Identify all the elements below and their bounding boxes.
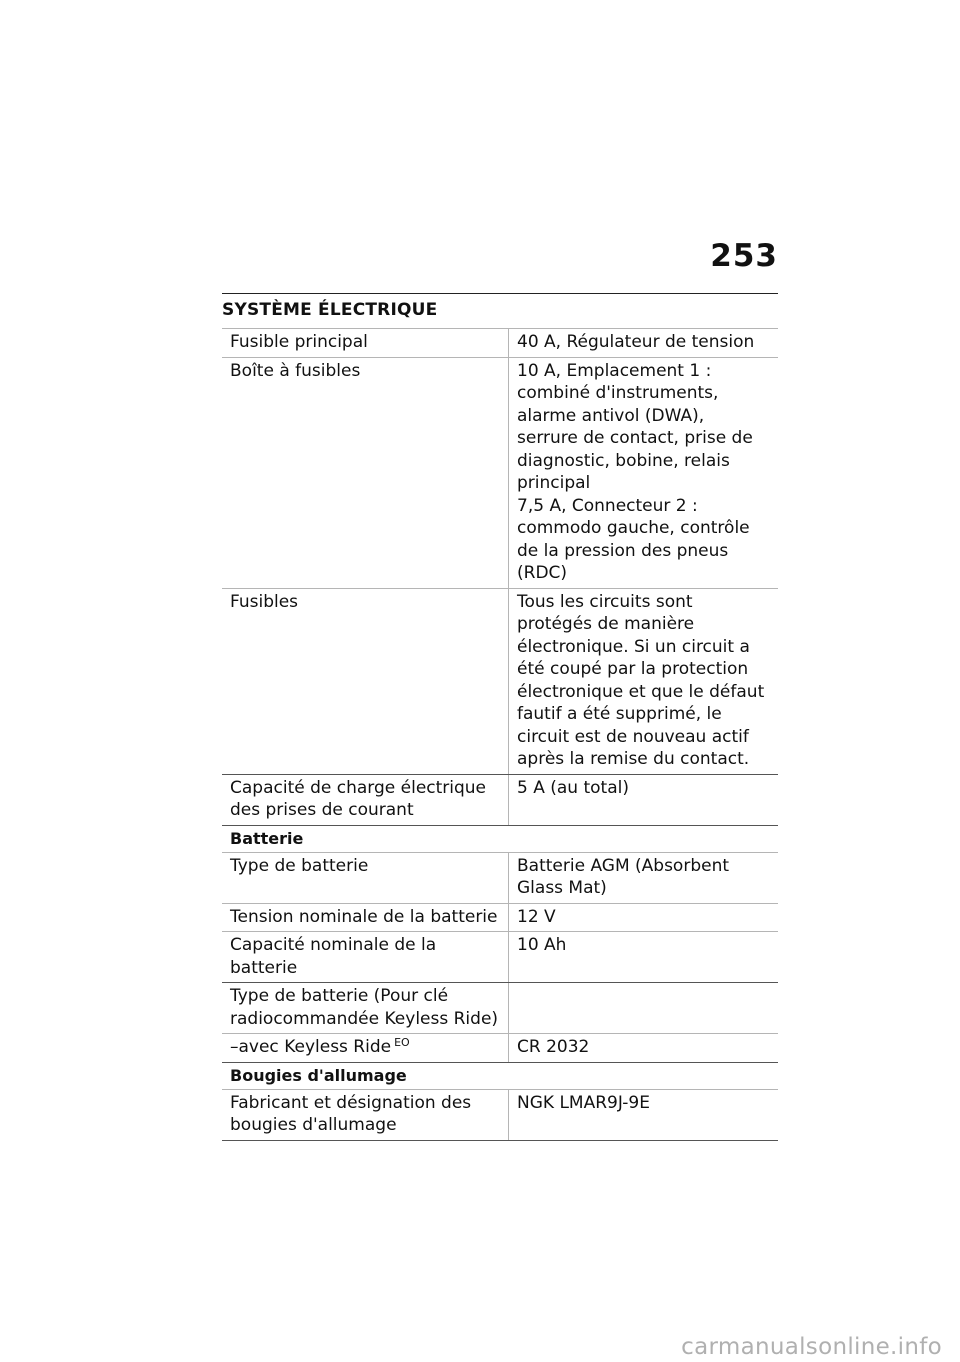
row-value bbox=[509, 983, 778, 1033]
section-title: SYSTÈME ÉLECTRIQUE bbox=[222, 293, 778, 328]
table-row bbox=[222, 774, 778, 825]
row-value: Tous les circuits sont protégés de manière électronique. Si un circuit a été coupé par la protection électronique et que le défaut fautif a été supprimé, le circuit est de nouveau actif après la remise du contact. bbox=[517, 591, 765, 769]
keyless-ride-label: –avec Keyless Ride bbox=[230, 1037, 392, 1057]
row-value: NGK LMAR9J-9E bbox=[517, 1092, 650, 1113]
table-row bbox=[222, 1089, 778, 1141]
table-row bbox=[222, 852, 778, 903]
fuse-slot-2: 7,5 A, Connecteur 2 : commodo gauche, contrôle de la pression des pneus (RDC) bbox=[517, 495, 750, 583]
footer-watermark: carmanualsonline.info bbox=[681, 1334, 942, 1360]
row-label: Capacité nominale de la batterie bbox=[222, 932, 509, 982]
row-value: 12 V bbox=[517, 906, 556, 927]
row-label: Boîte à fusibles bbox=[222, 358, 509, 588]
row-value: 5 A (au total) bbox=[517, 777, 629, 798]
battery-heading: Batterie bbox=[222, 825, 778, 852]
table-row bbox=[222, 357, 778, 588]
row-label: Tension nominale de la batterie bbox=[222, 904, 509, 932]
page-number: 253 bbox=[710, 238, 778, 274]
optional-equipment-marker: EO bbox=[394, 1036, 410, 1049]
row-value: 10 Ah bbox=[517, 935, 567, 955]
row-label: Fusibles bbox=[222, 589, 509, 774]
electrical-system-table bbox=[222, 293, 778, 1141]
row-label: Type de batterie (Pour clé radiocommandée Keyless Ride) bbox=[222, 983, 509, 1033]
table-row bbox=[222, 328, 778, 357]
row-label: Fusible principal bbox=[222, 329, 509, 357]
row-value bbox=[509, 358, 778, 588]
row-label bbox=[222, 1034, 509, 1062]
row-label: Type de batterie bbox=[222, 853, 509, 903]
table-row bbox=[222, 903, 778, 932]
fuse-slot-1: 10 A, Emplacement 1 : combiné d'instruments, alarme antivol (DWA), serrure de contact, prise de diagnostic, bobine, relais principal bbox=[517, 360, 753, 493]
spark-plugs-heading: Bougies d'allumage bbox=[222, 1062, 778, 1089]
table-row bbox=[222, 588, 778, 774]
table-row bbox=[222, 1033, 778, 1062]
row-label: Fabricant et désignation des bougies d'allumage bbox=[222, 1090, 509, 1140]
row-label: Capacité de charge électrique des prises de courant bbox=[222, 775, 509, 825]
table-row bbox=[222, 982, 778, 1033]
row-value: Batterie AGM (Absorbent Glass Mat) bbox=[517, 855, 730, 898]
row-value: 40 A, Régulateur de tension bbox=[517, 332, 755, 352]
table-row bbox=[222, 931, 778, 982]
row-value: CR 2032 bbox=[517, 1037, 590, 1057]
